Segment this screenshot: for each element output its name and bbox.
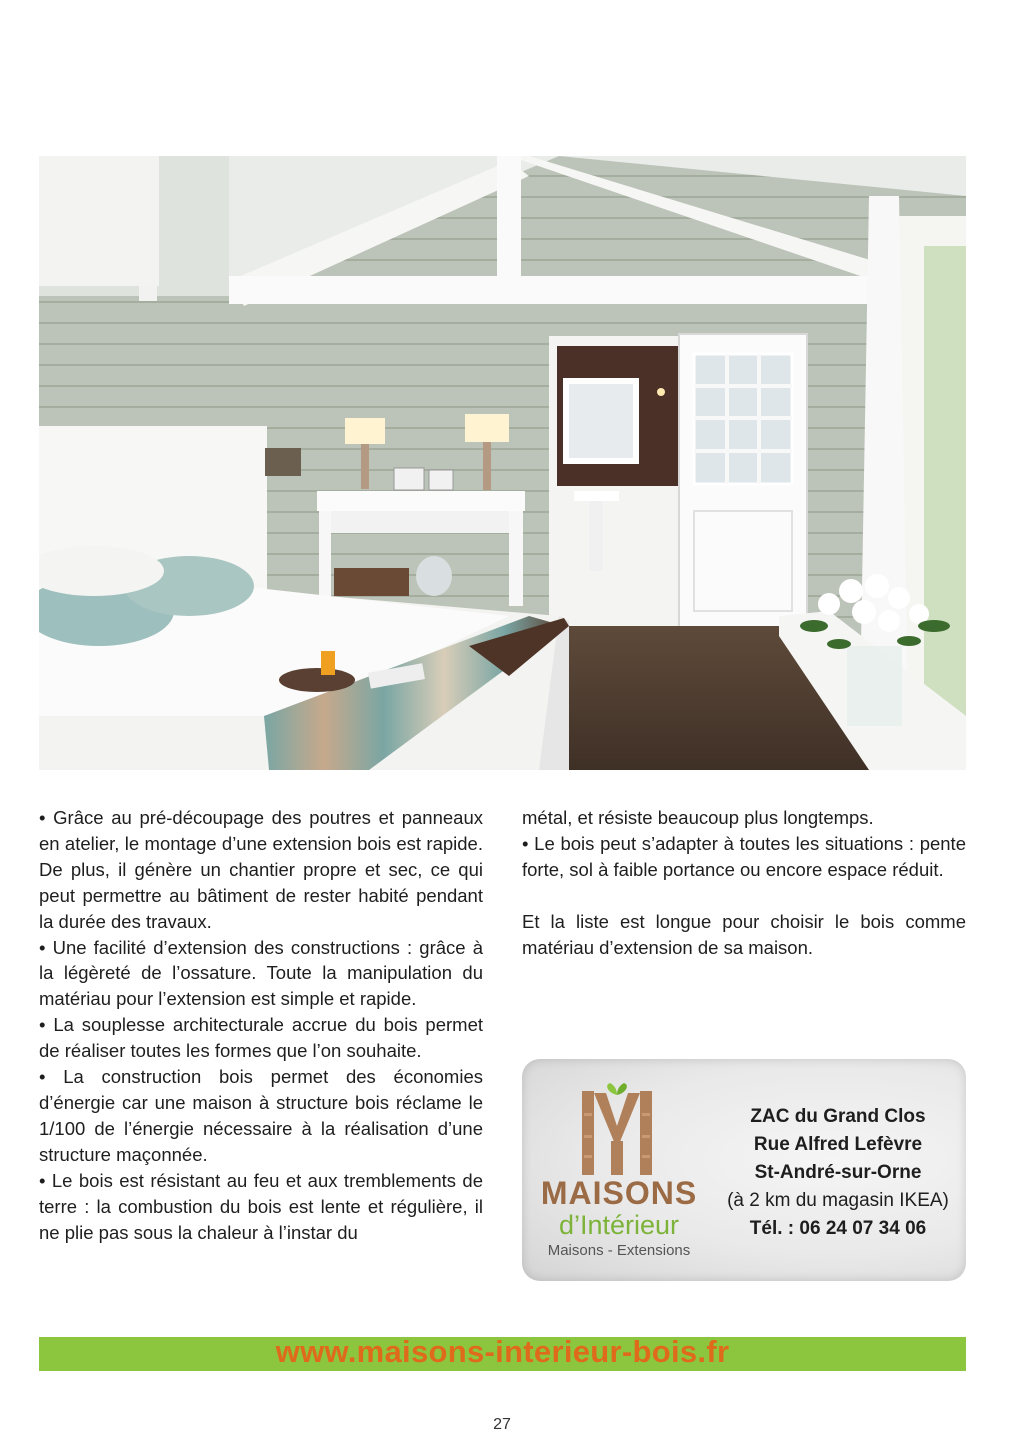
address-line-2: Rue Alfred Lefèvre [753, 1134, 923, 1155]
paragraph-energy: • La construction bois permet des économies d’énergie car une maison à structure bois réclame le 1/100 de l’énergie nécessaire à la réalisation d’une structure maçonnée. [39, 1066, 483, 1165]
logo-tagline: Maisons - Extensions [547, 1242, 691, 1259]
logo-subtitle: d’Intérieur [558, 1210, 680, 1240]
page-number: 27 [493, 1416, 511, 1433]
logo-title: MAISONS [540, 1175, 698, 1211]
paragraph-prefab: • Grâce au pré-découpage des poutres et panneaux en atelier, le montage d’une extension bois est rapide. De plus, il génère un chantier propre et sec, ce qui peut permettre au bâtiment de rester habité pendant la durée des travaux. [39, 807, 483, 932]
address-note: (à 2 km du magasin IKEA) [727, 1190, 949, 1211]
website-banner [39, 1334, 966, 1371]
advertisement-box [522, 1059, 966, 1281]
paragraph-conclusion: Et la liste est longue pour choisir le bois comme matériau d’extension de sa maison. [522, 910, 966, 958]
paragraph-spacer [522, 883, 966, 909]
bedroom-photo [39, 156, 966, 770]
paragraph-flexibility: • La souplesse architecturale accrue du bois permet de réaliser toutes les formes que l’on souhaite. [39, 1014, 483, 1062]
website-link[interactable]: www.maisons-interieur-bois.fr [275, 1334, 730, 1369]
paragraph-continuation: métal, et résiste beaucoup plus longtemps. [522, 807, 874, 828]
paragraph-extension-ease: • Une facilité d’extension des constructions : grâce à la légèreté de l’ossature. Toute la manipulation du matériau pour l’extension est simple et rapide. [39, 936, 483, 1010]
article-left-column [39, 805, 483, 1245]
article-right-column [522, 805, 966, 961]
paragraph-adaptability: • Le bois peut s’adapter à toutes les situations : pente forte, sol à faible portance ou encore espace réduit. [522, 832, 966, 880]
phone-number: Tél. : 06 24 07 34 06 [749, 1218, 927, 1239]
address-line-3: St-André-sur-Orne [754, 1162, 922, 1183]
paragraph-fire-resistance: • Le bois est résistant au feu et aux tremblements de terre : la combustion du bois est lente et régulière, il ne plie pas sous la chaleur à l’instar du [39, 1169, 483, 1243]
logo-m-icon [580, 1083, 654, 1175]
address-line-1: ZAC du Grand Clos [750, 1106, 926, 1127]
contact-block [718, 1103, 958, 1243]
